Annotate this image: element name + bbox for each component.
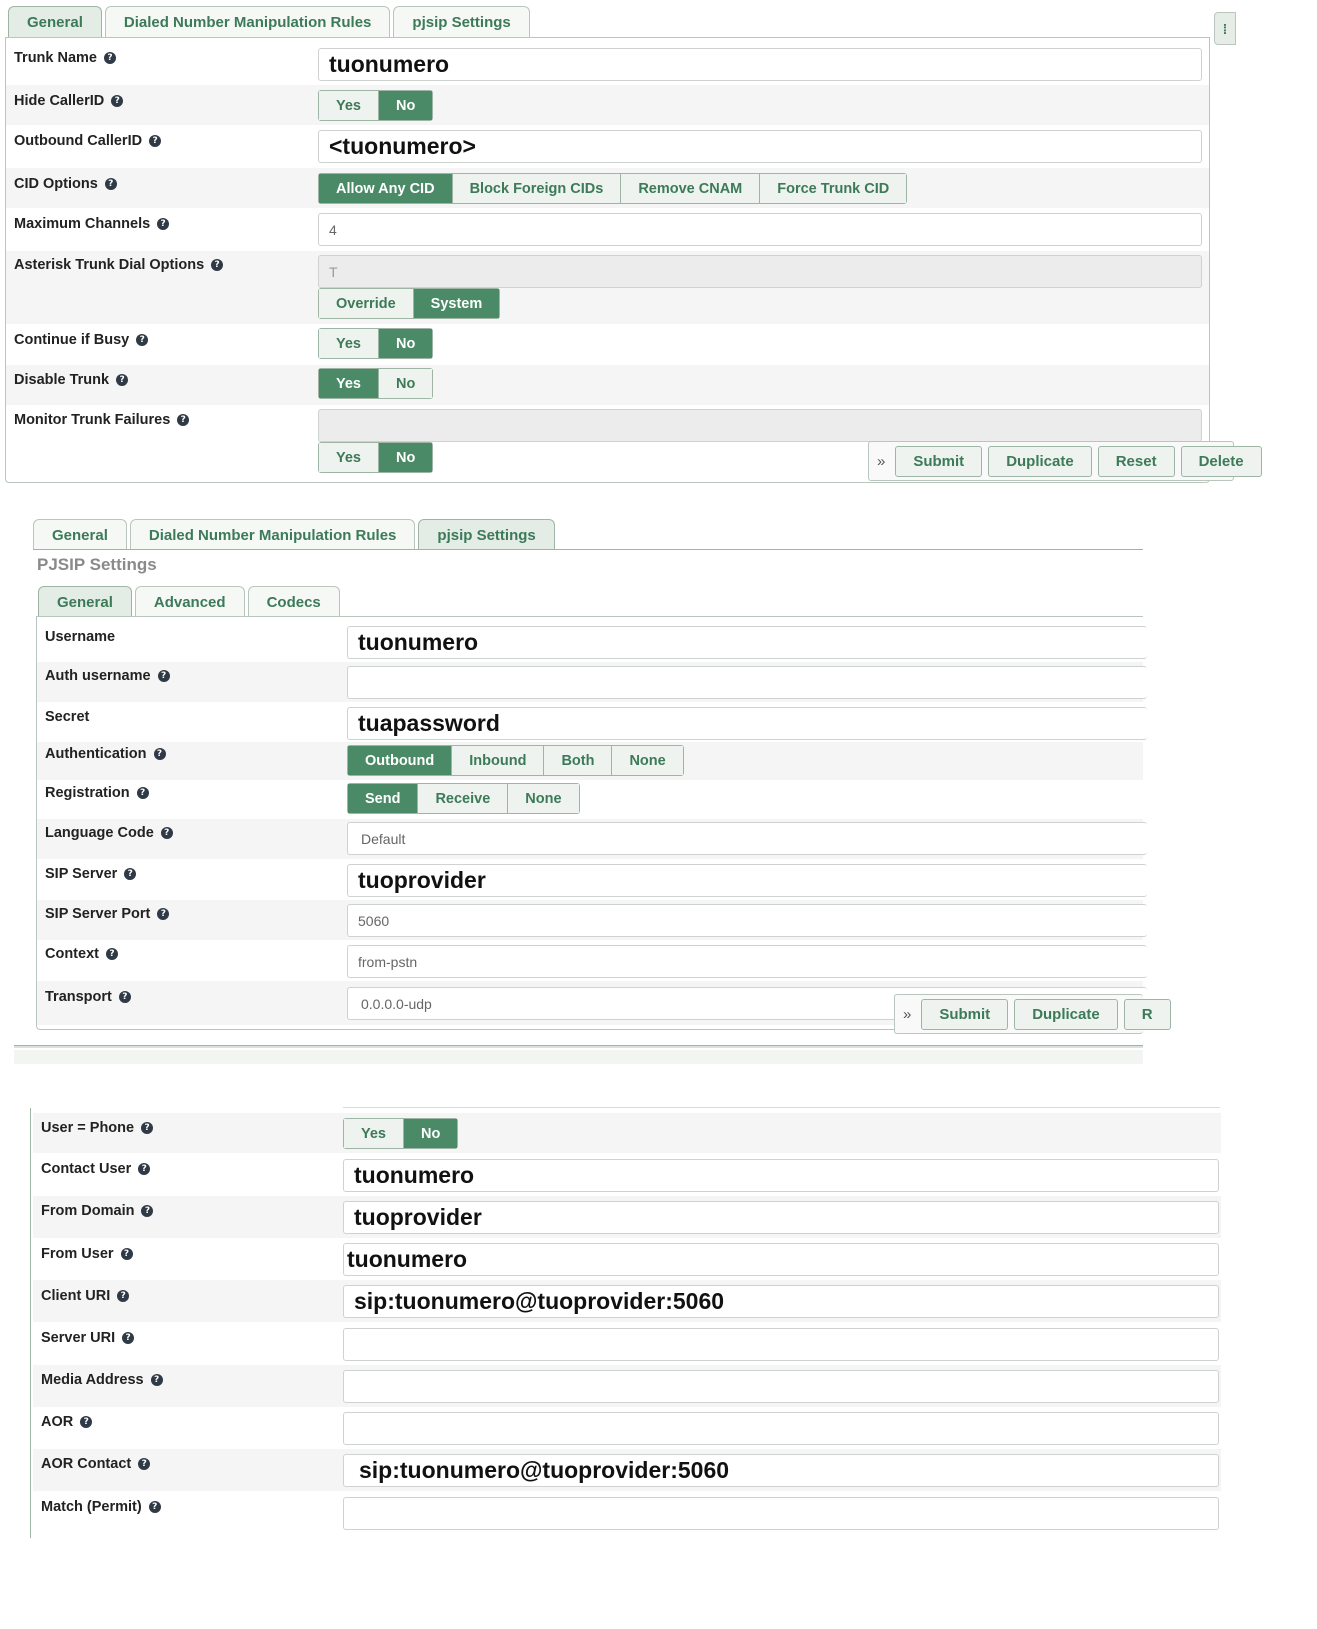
duplicate-button[interactable]: Duplicate bbox=[1014, 999, 1118, 1030]
hide-callerid-label: Hide CallerID ? bbox=[14, 93, 123, 109]
cid-remove-cnam-button[interactable]: Remove CNAM bbox=[621, 174, 760, 203]
media-address-label: Media Address ? bbox=[41, 1372, 163, 1388]
question-circle-icon[interactable]: ? bbox=[149, 135, 161, 147]
aor-contact-label: AOR Contact ? bbox=[41, 1456, 150, 1472]
double-chevron-right-icon[interactable]: » bbox=[877, 452, 886, 470]
submit-button[interactable]: Submit bbox=[895, 446, 982, 477]
registration-label: Registration ? bbox=[45, 785, 149, 801]
dial-options-override-button[interactable]: Override bbox=[319, 289, 414, 318]
user-phone-no-button[interactable]: No bbox=[404, 1119, 457, 1148]
tab-pjsip-settings[interactable]: pjsip Settings bbox=[418, 519, 554, 550]
subtab-advanced[interactable]: Advanced bbox=[135, 586, 245, 617]
question-circle-icon[interactable]: ? bbox=[80, 1416, 92, 1428]
monitor-failures-input bbox=[318, 409, 1202, 442]
authentication-label: Authentication ? bbox=[45, 746, 166, 762]
pjsip-subtabs bbox=[38, 586, 343, 617]
question-circle-icon[interactable]: ? bbox=[211, 259, 223, 271]
tab-dialed-number-rules[interactable]: Dialed Number Manipulation Rules bbox=[105, 6, 391, 37]
contact-user-label: Contact User ? bbox=[41, 1161, 150, 1177]
question-circle-icon[interactable]: ? bbox=[149, 1501, 161, 1513]
context-input[interactable]: from-pstn bbox=[347, 945, 1147, 978]
dial-options-label: Asterisk Trunk Dial Options ? bbox=[14, 257, 223, 273]
context-label: Context ? bbox=[45, 946, 118, 962]
continue-busy-yes-button[interactable]: Yes bbox=[319, 329, 379, 358]
question-circle-icon[interactable]: ? bbox=[154, 748, 166, 760]
subtab-codecs[interactable]: Codecs bbox=[248, 586, 340, 617]
disable-trunk-yes-button[interactable]: Yes bbox=[319, 369, 379, 398]
question-circle-icon[interactable]: ? bbox=[111, 95, 123, 107]
outbound-callerid-input[interactable]: <tuonumero> bbox=[318, 130, 1202, 163]
dial-options-system-button[interactable]: System bbox=[414, 289, 500, 318]
transport-label: Transport ? bbox=[45, 989, 131, 1005]
match-permit-label: Match (Permit) ? bbox=[41, 1499, 161, 1515]
disable-trunk-no-button[interactable]: No bbox=[379, 369, 432, 398]
sip-server-port-input[interactable]: 5060 bbox=[347, 904, 1147, 937]
question-circle-icon[interactable]: ? bbox=[141, 1205, 153, 1217]
pjsip-section-title: PJSIP Settings bbox=[37, 555, 157, 574]
continue-busy-no-button[interactable]: No bbox=[379, 329, 432, 358]
username-input[interactable]: tuonumero bbox=[347, 626, 1147, 659]
auth-username-label: Auth username ? bbox=[45, 668, 170, 684]
row-continue-busy bbox=[6, 325, 1209, 365]
client-uri-input[interactable]: sip:tuonumero@tuoprovider:5060 bbox=[343, 1285, 1219, 1318]
aor-input[interactable] bbox=[343, 1412, 1219, 1445]
question-circle-icon[interactable]: ? bbox=[138, 1458, 150, 1470]
transport-select[interactable]: 0.0.0.0-udp bbox=[347, 987, 1147, 1020]
secret-label: Secret bbox=[45, 709, 90, 725]
question-circle-icon[interactable]: ? bbox=[106, 948, 118, 960]
subtab-general[interactable]: General bbox=[38, 586, 132, 617]
disable-trunk-label: Disable Trunk ? bbox=[14, 372, 128, 388]
sip-server-port-label: SIP Server Port ? bbox=[45, 906, 169, 922]
sidebar-toggle-icon[interactable]: ⁞ bbox=[1214, 12, 1236, 45]
user-phone-label: User = Phone ? bbox=[41, 1120, 153, 1136]
tab-general[interactable]: General bbox=[33, 519, 127, 550]
action-bar-general bbox=[868, 441, 1244, 481]
question-circle-icon[interactable]: ? bbox=[151, 1374, 163, 1386]
tab-divider bbox=[33, 549, 1143, 550]
cid-allow-any-button[interactable]: Allow Any CID bbox=[319, 174, 453, 203]
server-uri-input[interactable] bbox=[343, 1328, 1219, 1361]
language-code-select[interactable]: Default bbox=[347, 822, 1147, 855]
monitor-failures-yes-button[interactable]: Yes bbox=[319, 443, 379, 472]
auth-username-input[interactable] bbox=[347, 666, 1147, 699]
monitor-failures-label: Monitor Trunk Failures ? bbox=[14, 412, 189, 428]
from-user-input[interactable]: tuonumero bbox=[343, 1243, 1219, 1276]
tab-dialed-number-rules[interactable]: Dialed Number Manipulation Rules bbox=[130, 519, 416, 550]
contact-user-input[interactable]: tuonumero bbox=[343, 1159, 1219, 1192]
authentication-group bbox=[347, 745, 684, 776]
disable-trunk-toggle bbox=[318, 368, 433, 399]
question-circle-icon[interactable]: ? bbox=[136, 334, 148, 346]
hide-callerid-yes-button[interactable]: Yes bbox=[319, 91, 379, 120]
cid-force-trunk-button[interactable]: Force Trunk CID bbox=[760, 174, 906, 203]
auth-inbound-button[interactable]: Inbound bbox=[452, 746, 544, 775]
cid-block-foreign-button[interactable]: Block Foreign CIDs bbox=[453, 174, 622, 203]
registration-none-button[interactable]: None bbox=[508, 784, 578, 813]
question-circle-icon[interactable]: ? bbox=[122, 1332, 134, 1344]
continue-busy-toggle bbox=[318, 328, 433, 359]
row-hide-callerid bbox=[6, 85, 1209, 125]
monitor-failures-toggle bbox=[318, 442, 433, 473]
question-circle-icon[interactable]: ? bbox=[141, 1122, 153, 1134]
question-circle-icon[interactable]: ? bbox=[161, 827, 173, 839]
auth-none-button[interactable]: None bbox=[612, 746, 682, 775]
continue-busy-label: Continue if Busy ? bbox=[14, 332, 148, 348]
question-circle-icon[interactable]: ? bbox=[158, 670, 170, 682]
question-circle-icon[interactable]: ? bbox=[105, 178, 117, 190]
panel-top-line bbox=[343, 1107, 1220, 1108]
action-bar-pjsip bbox=[894, 994, 1153, 1034]
general-panel bbox=[5, 37, 1210, 483]
from-domain-input[interactable]: tuoprovider bbox=[343, 1201, 1219, 1234]
user-phone-yes-button[interactable]: Yes bbox=[344, 1119, 404, 1148]
question-circle-icon[interactable]: ? bbox=[104, 52, 116, 64]
question-circle-icon[interactable]: ? bbox=[121, 1248, 133, 1260]
panel-left-border bbox=[30, 1108, 31, 1538]
question-circle-icon[interactable]: ? bbox=[137, 787, 149, 799]
secret-input[interactable]: tuapassword bbox=[347, 707, 1147, 740]
row-user-phone bbox=[33, 1113, 1221, 1153]
question-circle-icon[interactable]: ? bbox=[119, 991, 131, 1003]
media-address-input[interactable] bbox=[343, 1370, 1219, 1403]
match-permit-input[interactable] bbox=[343, 1497, 1219, 1530]
tab-general[interactable]: General bbox=[8, 6, 102, 37]
cid-options-group bbox=[318, 173, 907, 204]
row-registration bbox=[37, 780, 1143, 820]
aor-label: AOR ? bbox=[41, 1414, 92, 1430]
server-uri-label: Server URI ? bbox=[41, 1330, 134, 1346]
hide-callerid-toggle bbox=[318, 90, 433, 121]
maximum-channels-label: Maximum Channels ? bbox=[14, 216, 169, 232]
question-circle-icon[interactable]: ? bbox=[124, 868, 136, 880]
tab-pjsip-settings[interactable]: pjsip Settings bbox=[393, 6, 529, 37]
cid-options-label: CID Options ? bbox=[14, 176, 117, 192]
pjsip-general-panel bbox=[36, 616, 1143, 1030]
auth-both-button[interactable]: Both bbox=[544, 746, 612, 775]
sip-server-label: SIP Server ? bbox=[45, 866, 136, 882]
from-user-label: From User ? bbox=[41, 1246, 133, 1262]
outbound-callerid-label: Outbound CallerID ? bbox=[14, 133, 161, 149]
client-uri-label: Client URI ? bbox=[41, 1288, 129, 1304]
language-code-label: Language Code ? bbox=[45, 825, 173, 841]
hide-callerid-no-button[interactable]: No bbox=[379, 91, 432, 120]
trunk-name-label: Trunk Name ? bbox=[14, 50, 116, 66]
user-phone-toggle bbox=[343, 1118, 458, 1149]
reset-button[interactable]: R bbox=[1124, 999, 1171, 1030]
question-circle-icon[interactable]: ? bbox=[117, 1290, 129, 1302]
dial-options-input: T bbox=[318, 255, 1202, 288]
reset-button[interactable]: Reset bbox=[1098, 446, 1175, 477]
registration-send-button[interactable]: Send bbox=[348, 784, 418, 813]
delete-button[interactable]: Delete bbox=[1181, 446, 1262, 477]
registration-receive-button[interactable]: Receive bbox=[418, 784, 508, 813]
question-circle-icon[interactable]: ? bbox=[157, 908, 169, 920]
double-chevron-right-icon[interactable]: » bbox=[903, 1005, 912, 1023]
question-circle-icon[interactable]: ? bbox=[138, 1163, 150, 1175]
row-disable-trunk bbox=[6, 365, 1209, 405]
duplicate-button[interactable]: Duplicate bbox=[988, 446, 1092, 477]
sip-server-input[interactable]: tuoprovider bbox=[347, 864, 1147, 897]
section-divider bbox=[14, 1045, 1143, 1048]
section-divider-shade bbox=[14, 1050, 1143, 1064]
trunk-name-input[interactable]: tuonumero bbox=[318, 48, 1202, 81]
registration-group bbox=[347, 783, 580, 814]
dial-options-toggle bbox=[318, 288, 500, 319]
question-circle-icon[interactable]: ? bbox=[177, 414, 189, 426]
trunk-tabs bbox=[8, 6, 533, 37]
question-circle-icon[interactable]: ? bbox=[157, 218, 169, 230]
question-circle-icon[interactable]: ? bbox=[116, 374, 128, 386]
monitor-failures-no-button[interactable]: No bbox=[379, 443, 432, 472]
aor-contact-input[interactable]: sip:tuonumero@tuoprovider:5060 bbox=[343, 1454, 1219, 1487]
from-domain-label: From Domain ? bbox=[41, 1203, 153, 1219]
maximum-channels-input[interactable]: 4 bbox=[318, 213, 1202, 246]
username-label: Username bbox=[45, 629, 116, 645]
pjsip-main-tabs bbox=[33, 519, 558, 550]
submit-button[interactable]: Submit bbox=[921, 999, 1008, 1030]
auth-outbound-button[interactable]: Outbound bbox=[348, 746, 452, 775]
